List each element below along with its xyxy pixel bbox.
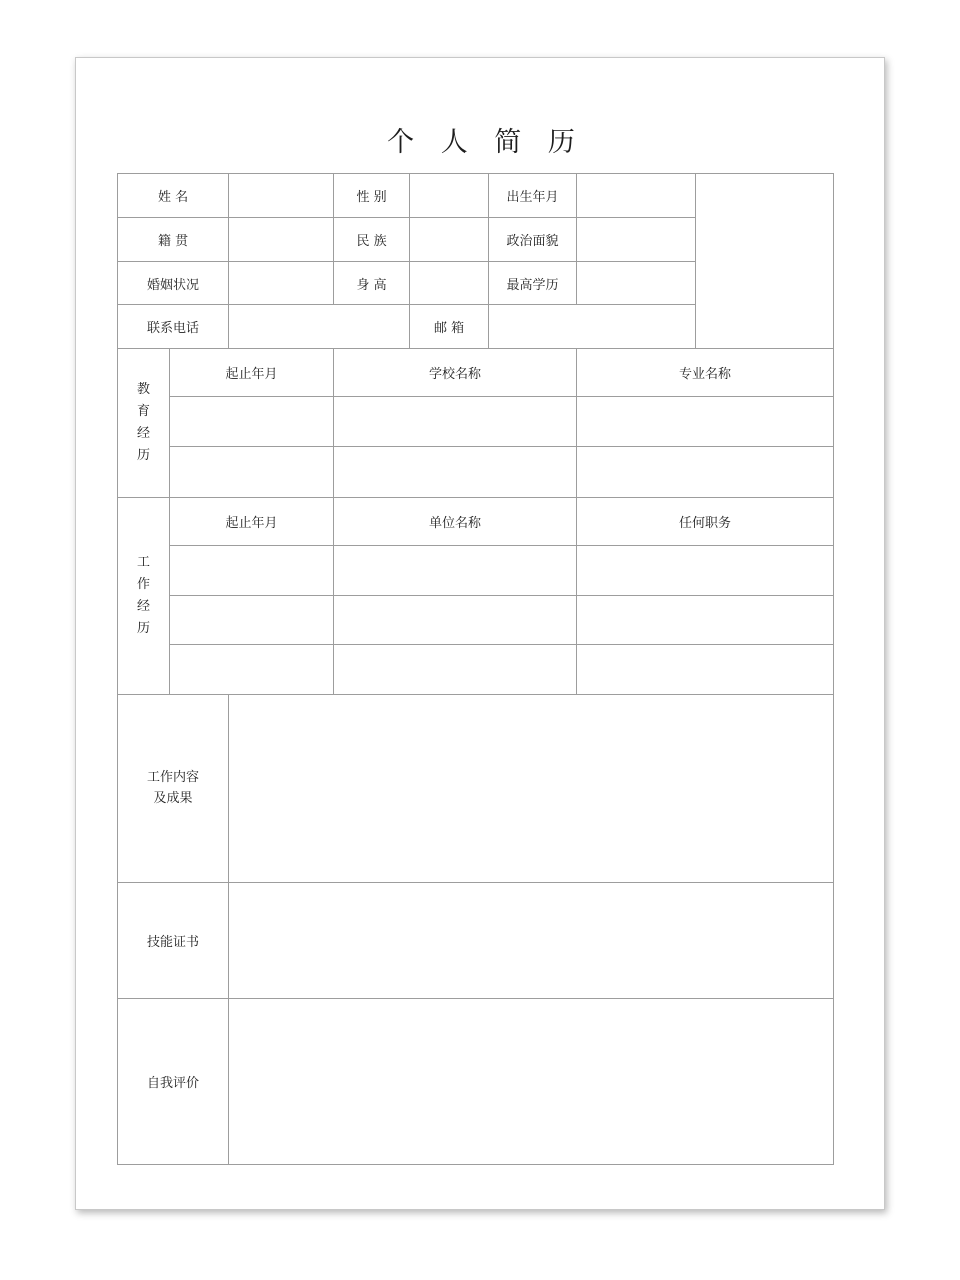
edu-cell-period[interactable] — [170, 397, 334, 447]
edu-cell-period[interactable] — [170, 447, 334, 498]
table-row — [118, 883, 834, 999]
table-row — [118, 695, 834, 883]
field-label-name: 姓 名 — [118, 174, 229, 218]
field-value-birthdate[interactable] — [577, 174, 696, 218]
field-label-height: 身 高 — [334, 262, 410, 305]
section-label-education — [118, 349, 170, 498]
field-label-marital-status: 婚姻状况 — [118, 262, 229, 305]
section-label-work-content-line2: 及成果 — [153, 790, 193, 806]
field-label-gender: 性 别 — [334, 174, 410, 218]
edu-cell-school[interactable] — [334, 397, 577, 447]
field-value-name[interactable] — [229, 174, 334, 218]
resume-form-table — [117, 173, 834, 1165]
field-value-education-level[interactable] — [577, 262, 696, 305]
field-label-political-status: 政治面貌 — [489, 218, 577, 262]
table-row — [118, 174, 834, 218]
work-cell-company[interactable] — [334, 546, 577, 596]
resume-page-sheet — [75, 57, 885, 1210]
field-value-height[interactable] — [410, 262, 489, 305]
work-cell-position[interactable] — [577, 645, 834, 695]
section-value-work-content[interactable] — [229, 695, 834, 883]
work-cell-company[interactable] — [334, 645, 577, 695]
table-row — [118, 447, 834, 498]
column-header-edu-major: 专业名称 — [577, 349, 834, 397]
table-row — [118, 596, 834, 645]
work-cell-period[interactable] — [170, 546, 334, 596]
edu-cell-major[interactable] — [577, 447, 834, 498]
field-value-phone[interactable] — [229, 305, 410, 349]
section-label-work-content — [118, 695, 229, 883]
page-title: 个 人 简 历 — [387, 127, 584, 158]
work-cell-period[interactable] — [170, 645, 334, 695]
field-label-birthdate: 出生年月 — [489, 174, 577, 218]
section-label-education-text: 教育经历 — [137, 381, 151, 464]
table-row — [118, 397, 834, 447]
field-value-ethnicity[interactable] — [410, 218, 489, 262]
field-value-political-status[interactable] — [577, 218, 696, 262]
table-row — [118, 498, 834, 546]
column-header-edu-school: 学校名称 — [334, 349, 577, 397]
column-header-work-period: 起止年月 — [170, 498, 334, 546]
work-cell-position[interactable] — [577, 596, 834, 645]
work-cell-company[interactable] — [334, 596, 577, 645]
field-value-marital-status[interactable] — [229, 262, 334, 305]
column-header-work-company: 单位名称 — [334, 498, 577, 546]
field-label-ethnicity: 民 族 — [334, 218, 410, 262]
work-cell-period[interactable] — [170, 596, 334, 645]
field-label-phone: 联系电话 — [118, 305, 229, 349]
field-label-hometown: 籍 贯 — [118, 218, 229, 262]
table-row — [118, 546, 834, 596]
field-label-email: 邮 箱 — [410, 305, 489, 349]
field-value-hometown[interactable] — [229, 218, 334, 262]
section-value-self-evaluation[interactable] — [229, 999, 834, 1165]
edu-cell-major[interactable] — [577, 397, 834, 447]
work-cell-position[interactable] — [577, 546, 834, 596]
table-row — [118, 645, 834, 695]
section-value-certificates[interactable] — [229, 883, 834, 999]
field-value-email[interactable] — [489, 305, 696, 349]
section-label-self-evaluation: 自我评价 — [118, 999, 229, 1165]
table-row — [118, 349, 834, 397]
photo-cell[interactable] — [696, 174, 834, 349]
table-row — [118, 999, 834, 1165]
field-value-gender[interactable] — [410, 174, 489, 218]
section-label-work-text: 工作经历 — [137, 554, 151, 637]
section-label-work-content-line1: 工作内容 — [147, 769, 200, 785]
section-label-certificates: 技能证书 — [118, 883, 229, 999]
section-label-work — [118, 498, 170, 695]
field-label-education-level: 最高学历 — [489, 262, 577, 305]
column-header-edu-period: 起止年月 — [170, 349, 334, 397]
edu-cell-school[interactable] — [334, 447, 577, 498]
column-header-work-position: 任何职务 — [577, 498, 834, 546]
